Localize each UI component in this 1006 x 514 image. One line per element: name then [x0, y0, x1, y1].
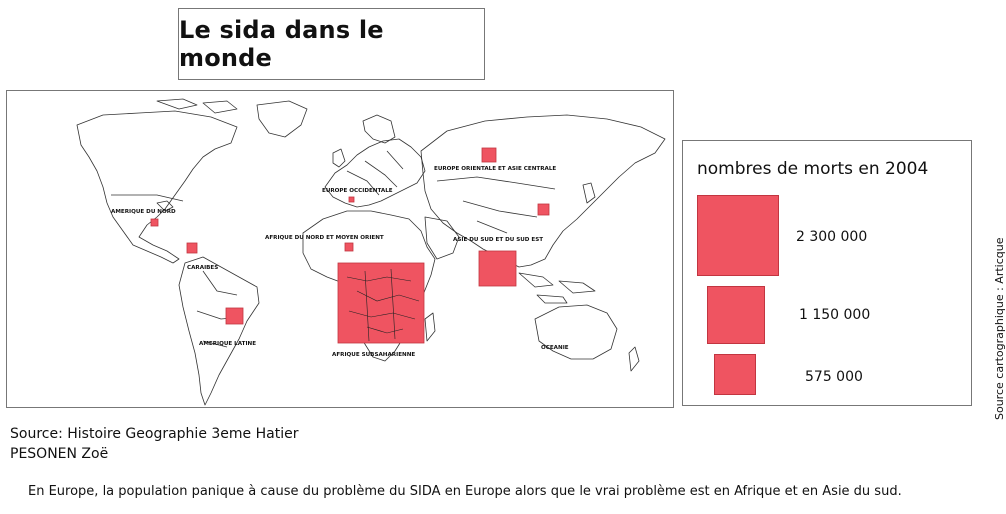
symbol-asie-europe [538, 204, 549, 215]
label-amerique-latine: AMERIQUE LATINE [199, 341, 257, 347]
symbol-asie-sud [479, 251, 516, 286]
world-map-svg [7, 91, 675, 409]
legend-value-medium: 1 150 000 [799, 307, 871, 323]
legend-title: nombres de morts en 2004 [697, 159, 929, 179]
greenland-outline [257, 101, 307, 137]
label-afrique-nord: AFRIQUE DU NORD ET MOYEN ORIENT [265, 235, 384, 241]
legend-box [682, 140, 972, 406]
japan-outline [583, 183, 595, 203]
arctic-islands-outline [157, 99, 237, 113]
south-america-outline [179, 257, 259, 405]
legend-value-small: 575 000 [805, 369, 863, 385]
symbol-caraibes [187, 243, 197, 253]
asia-borders [437, 177, 555, 233]
continent-outlines [77, 99, 665, 405]
legend-square-medium [707, 286, 765, 344]
canada-usa-border [111, 195, 183, 201]
scandinavia-outline [363, 115, 395, 143]
title-box [178, 8, 485, 80]
symbol-europe-orientale [482, 148, 496, 162]
source-line: Source: Histoire Geographie 3eme Hatier [10, 426, 299, 442]
symbol-afrique-nord [345, 243, 353, 251]
map-source-credit: Source cartographique : Articque [993, 237, 1006, 420]
label-afrique-subsaharienne: AFRIQUE SUBSAHARIENNE [332, 352, 416, 358]
author-line: PESONEN Zoë [10, 446, 109, 462]
footnote: En Europe, la population panique à cause du problème du SIDA en Europe alors que le vrai problème est en Afrique et en Asie du sud. [28, 484, 902, 499]
label-caraibes: CARAIBES [187, 265, 219, 271]
legend-square-large [697, 195, 779, 276]
symbol-amerique-latine [226, 308, 243, 324]
new-zealand-outline [629, 347, 639, 371]
asia-outline [421, 115, 665, 267]
symbol-amerique-nord [151, 219, 158, 226]
death-symbols [151, 148, 549, 343]
label-europe-occidentale: EUROPE OCCIDENTALE [322, 188, 393, 194]
uk-outline [333, 149, 345, 167]
world-map [6, 90, 674, 408]
label-oceanie: OCEANIE [541, 345, 569, 351]
legend-value-large: 2 300 000 [796, 229, 868, 245]
label-asie-sud: ASIE DU SUD ET DU SUD EST [453, 237, 544, 243]
page-title: Le sida dans le monde [179, 16, 384, 72]
label-europe-orientale: EUROPE ORIENTALE ET ASIE CENTRALE [434, 166, 557, 172]
legend-square-small [714, 354, 756, 395]
southeast-asia-islands [519, 273, 595, 303]
north-america-outline [77, 111, 237, 263]
madagascar-outline [425, 313, 435, 341]
label-amerique-nord: AMERIQUE DU NORD [111, 209, 176, 215]
symbol-europe-occidentale [349, 197, 354, 202]
